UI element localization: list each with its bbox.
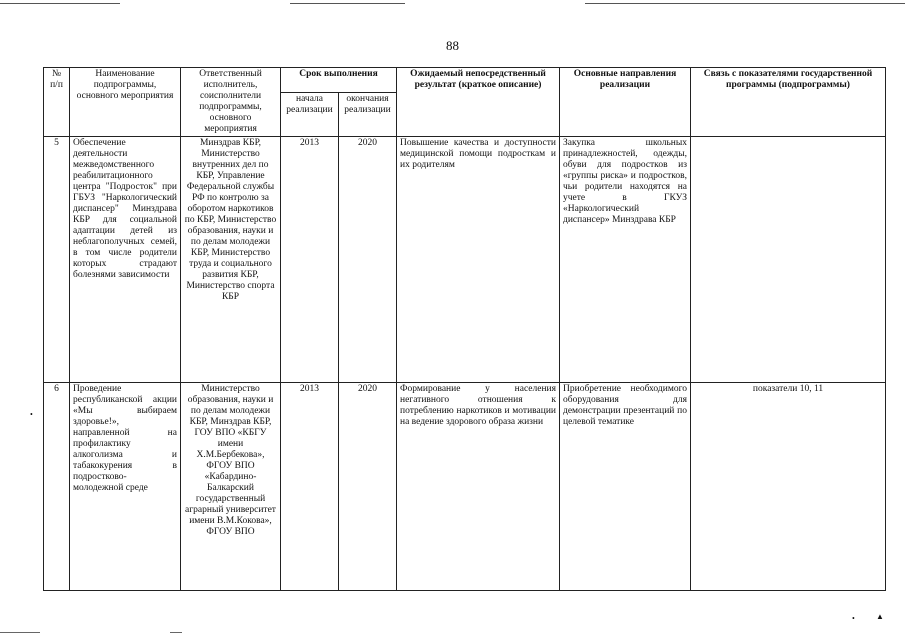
header-num: № п/п bbox=[44, 68, 70, 137]
cell-start: 2013 bbox=[281, 383, 339, 591]
cell-name: Проведение республиканской акции «Мы выбираем здоровье!», направленной на профилактику алкоголизма и табакокурения в подростково-молодежной среде bbox=[70, 383, 181, 591]
scan-dot-mark: • bbox=[852, 614, 855, 623]
scan-dot-mark: • bbox=[30, 410, 33, 419]
scan-dot-mark: ▲ bbox=[876, 612, 884, 621]
scan-line-top bbox=[290, 3, 405, 4]
cell-result: Формирование у населения негативного отношения к потреблению наркотиков и мотивации на ведение здорового образа жизни bbox=[397, 383, 560, 591]
scan-line-top bbox=[585, 3, 905, 4]
header-period: Срок выполнения bbox=[281, 68, 397, 93]
header-directions: Основные направления реализации bbox=[560, 68, 691, 137]
cell-responsible: Минздрав КБР, Министерство внутренних дел по КБР, Управление Федеральной службы РФ по контролю за оборотом наркотиков по КБР, Министерство образования, науки и по делам молодежи КБР, Министерство труда и социального развития КБР, Министерство спорта КБР bbox=[181, 137, 281, 383]
page-number: 88 bbox=[446, 38, 459, 53]
table-row bbox=[44, 137, 886, 383]
scan-line-bottom bbox=[0, 632, 40, 633]
cell-responsible: Министерство образования, науки и по делам молодежи КБР, Минздрав КБР, ГОУ ВПО «КБГУ имени Х.М.Бербекова», ФГОУ ВПО «Кабардино-Балкарский государственный аграрный университет имени В.М.Кокова», ФГОУ ВПО bbox=[181, 383, 281, 591]
header-start: начала реализации bbox=[281, 92, 339, 136]
header-result: Ожидаемый непосредственный результат (краткое описание) bbox=[397, 68, 560, 137]
header-end: окончания реализации bbox=[339, 92, 397, 136]
scan-line-bottom bbox=[170, 632, 182, 633]
cell-result: Повышение качества и доступности медицинской помощи подросткам и их родителям bbox=[397, 137, 560, 383]
header-link: Связь с показателями государственной программы (подпрограммы) bbox=[691, 68, 886, 137]
header-responsible: Ответственный исполнитель, соисполнители подпрограммы, основного мероприятия bbox=[181, 68, 281, 137]
cell-link: показатели 10, 11 bbox=[691, 383, 886, 591]
program-table bbox=[43, 67, 886, 591]
cell-end: 2020 bbox=[339, 383, 397, 591]
cell-end: 2020 bbox=[339, 137, 397, 383]
scan-line-top bbox=[0, 3, 120, 4]
cell-link bbox=[691, 137, 886, 383]
table-row bbox=[44, 383, 886, 591]
header-row bbox=[44, 68, 886, 93]
cell-directions: Приобретение необходимого оборудования для демонстрации презентаций по целевой тематике bbox=[560, 383, 691, 591]
cell-name: Обеспечение деятельности межведомственного реабилитационного центра "Подросток" при ГБУЗ "Наркологический диспансер" Минздрава КБР для социальной адаптации детей из неблагополучных семей, в том числе родители которых страдают болезнями зависимости bbox=[70, 137, 181, 383]
cell-num: 5 bbox=[44, 137, 70, 383]
cell-num: 6 bbox=[44, 383, 70, 591]
cell-directions: Закупка школьных принадлежностей, одежды, обуви для подростков из «группы риска» и подростков, чьи родители находятся на учете в ГКУЗ «Наркологический диспансер» Минздрава КБР bbox=[560, 137, 691, 383]
header-name: Наименование подпрограммы, основного мероприятия bbox=[70, 68, 181, 137]
cell-start: 2013 bbox=[281, 137, 339, 383]
